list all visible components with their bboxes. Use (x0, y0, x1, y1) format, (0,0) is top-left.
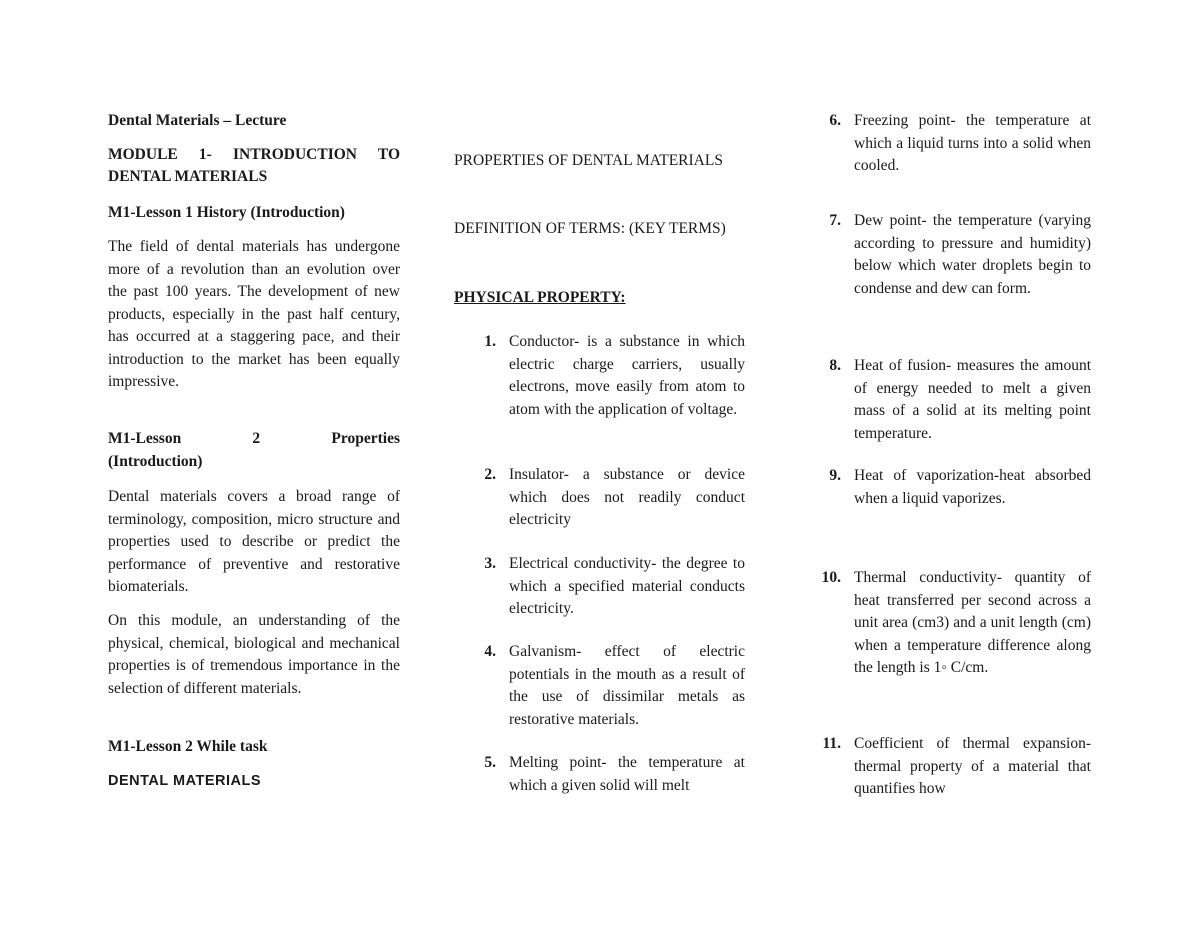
item-number: 4. (484, 643, 496, 660)
definition-heading: DEFINITION OF TERMS: (KEY TERMS) (454, 220, 726, 237)
item-text: Melting point- the temperature at which a given solid will melt (509, 754, 745, 794)
item-text: Galvanism- effect of electric potentials in the mouth as a result of the use of dissimilar metals as restorative materials. (509, 643, 745, 728)
item-text: Insulator- a substance or device which does not readily conduct electricity (509, 466, 745, 528)
item-number: 9. (829, 467, 841, 484)
item-text: Heat of vaporization-heat absorbed when a liquid vaporizes. (854, 467, 1091, 507)
paragraph-dental-materials: Dental materials covers a broad range of terminology, composition, micro structure and properties used to describe or predict the performance of preventive and restorative biomaterials. (108, 488, 400, 595)
module-heading-line1: MODULE 1- INTRODUCTION TO (108, 146, 400, 163)
item-text: Conductor- is a substance in which electric charge carriers, usually electrons, move easily from atom to atom with the application of voltage. (509, 333, 745, 418)
item-number: 6. (829, 112, 841, 129)
lesson2-heading-line2: (Introduction) (108, 453, 203, 470)
properties-heading: PROPERTIES OF DENTAL MATERIALS (454, 152, 723, 169)
lesson1-heading: M1-Lesson 1 History (Introduction) (108, 204, 345, 221)
paragraph-history: The field of dental materials has undergone more of a revolution than an evolution over the past 100 years. The development of new products, especially in the past half century, has occurred at a staggering pace, and their introduction to the market has been equally impressive. (108, 238, 400, 390)
item-text: Heat of fusion- measures the amount of energy needed to melt a given mass of a solid at its melting point temperature. (854, 357, 1091, 442)
lesson2-heading-line1: M1-Lesson 2 Properties (108, 430, 400, 447)
item-text: Freezing point- the temperature at which a liquid turns into a solid when cooled. (854, 112, 1091, 174)
item-number: 1. (484, 333, 496, 350)
item-number: 5. (484, 754, 496, 771)
item-number: 2. (484, 466, 496, 483)
paragraph-module: On this module, an understanding of the physical, chemical, biological and mechanical properties is of tremendous importance in the selection of different materials. (108, 612, 400, 697)
item-text: Electrical conductivity- the degree to which a specified material conducts electricity. (509, 555, 745, 617)
physical-property-heading: PHYSICAL PROPERTY: (454, 289, 626, 306)
item-number: 10. (821, 569, 841, 586)
module-heading-line2: DENTAL MATERIALS (108, 168, 268, 185)
while-task-heading: M1-Lesson 2 While task (108, 738, 268, 755)
item-number: 3. (484, 555, 496, 572)
item-number: 8. (829, 357, 841, 374)
dental-materials-heading: DENTAL MATERIALS (108, 773, 261, 789)
item-text: Thermal conductivity- quantity of heat transferred per second across a unit area (cm3) and a unit length (cm) when a temperature difference along the length is 1◦ C/cm. (854, 569, 1091, 676)
document-title: Dental Materials – Lecture (108, 112, 287, 129)
item-text: Coefficient of thermal expansion- thermal property of a material that quantifies how (854, 735, 1091, 797)
item-number: 11. (822, 735, 841, 752)
item-number: 7. (829, 212, 841, 229)
item-text: Dew point- the temperature (varying according to pressure and humidity) below which water droplets begin to condense and dew can form. (854, 212, 1091, 297)
